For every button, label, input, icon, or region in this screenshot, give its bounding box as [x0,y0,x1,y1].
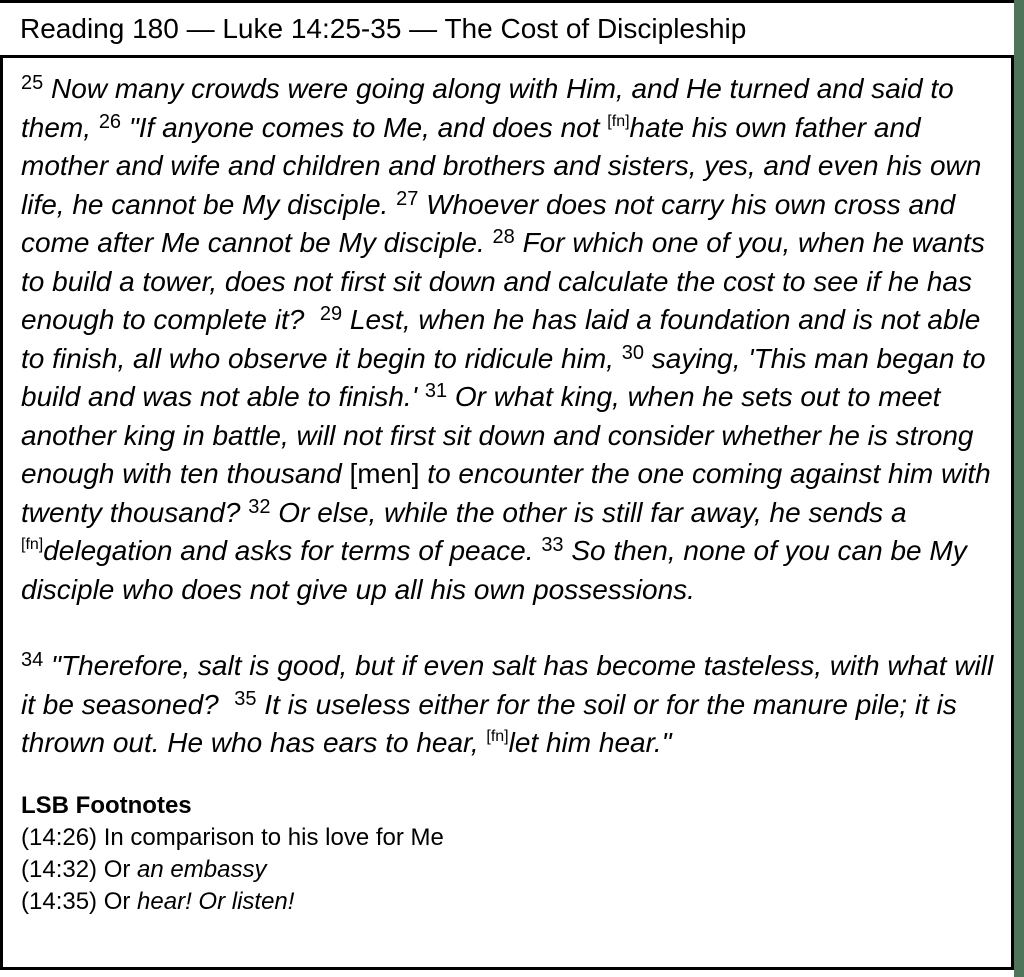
verse-text: Whoever does not carry his own cross and come after Me cannot be My disciple. [21,188,964,258]
right-accent-strip [1014,0,1024,977]
verse-number: 26 [98,110,122,133]
passage-text [21,70,1003,763]
verse-paragraph [21,70,1003,609]
verse-number: 34 [21,649,44,671]
verse-number: 32 [248,495,271,518]
verse-text: "Therefore, salt is good, but if even salt has become tasteless, with what will it be seasoned? [21,650,1001,720]
verse-number: 29 [319,303,343,325]
verse-text: let him hear." [508,727,672,758]
verse-text: Now many crowds were going along with Him, and He turned and said to them, [21,73,962,143]
reading-title: Reading 180 — Luke 14:25-35 — The Cost of Discipleship [20,13,747,44]
verse-number: 31 [424,380,448,402]
verse-text: "If anyone comes to Me, and does not [121,111,608,143]
verse-paragraph [21,647,1003,763]
verse-number: 35 [234,687,257,710]
verse-text: delegation and asks for terms of peace. [43,535,542,566]
verse-number: 30 [621,341,644,364]
verse-text: Lest, when he has laid a foundation and is not able to finish, all who observe it begin to ridicule him, [21,304,989,374]
verse-text: (14:32) Or [21,855,138,883]
footnote-marker: [fn] [607,112,630,130]
verse-text: So then, none of you can be My disciple who does not give up all his own possessions. [21,535,975,605]
verse-text: to encounter the one coming against him with twenty thousand? [21,458,999,528]
footnotes-list [21,822,1003,918]
verse-text: saying, 'This man began to build and was not able to finish.' [21,342,994,412]
verse-number: 25 [21,72,44,94]
verse-text: For which one of you, when he wants to build a tower, does not first sit down and calculate the cost to see if he has enough to complete it? [21,227,993,335]
verse-number: 28 [492,226,515,248]
verse-text: hate his own father and mother and wife and children and brothers and sisters, yes, and even his own life, he cannot be My disciple. [21,111,990,220]
footnote-marker: [fn] [21,536,44,553]
passage-box [0,55,1014,970]
footnote-item [21,886,1003,918]
verse-text: Or else, while the other is still far away, he sends a [270,496,915,528]
verse-number: 27 [396,187,419,210]
verse-number: 33 [541,534,564,556]
footnote-item [21,854,1003,886]
verse-text: It is useless either for the soil or for the manure pile; it is thrown out. He who has ears to hear, [21,688,965,758]
verse-text: (14:26) In comparison to his love for Me [21,823,444,851]
verse-text: (14:35) Or [21,887,138,915]
italic-text: hear! Or listen! [137,887,295,915]
footnotes-section [21,789,1003,918]
footnote-marker: [fn] [486,728,509,745]
inserted-word: [men] [349,458,420,489]
verse-text: Or what king, when he sets out to meet another king in battle, will not first sit down and consider whether he is strong enough with ten thousand [21,381,982,489]
footnotes-heading: LSB Footnotes [21,791,192,819]
footnote-item [21,822,1003,854]
italic-text: an embassy [137,855,267,883]
